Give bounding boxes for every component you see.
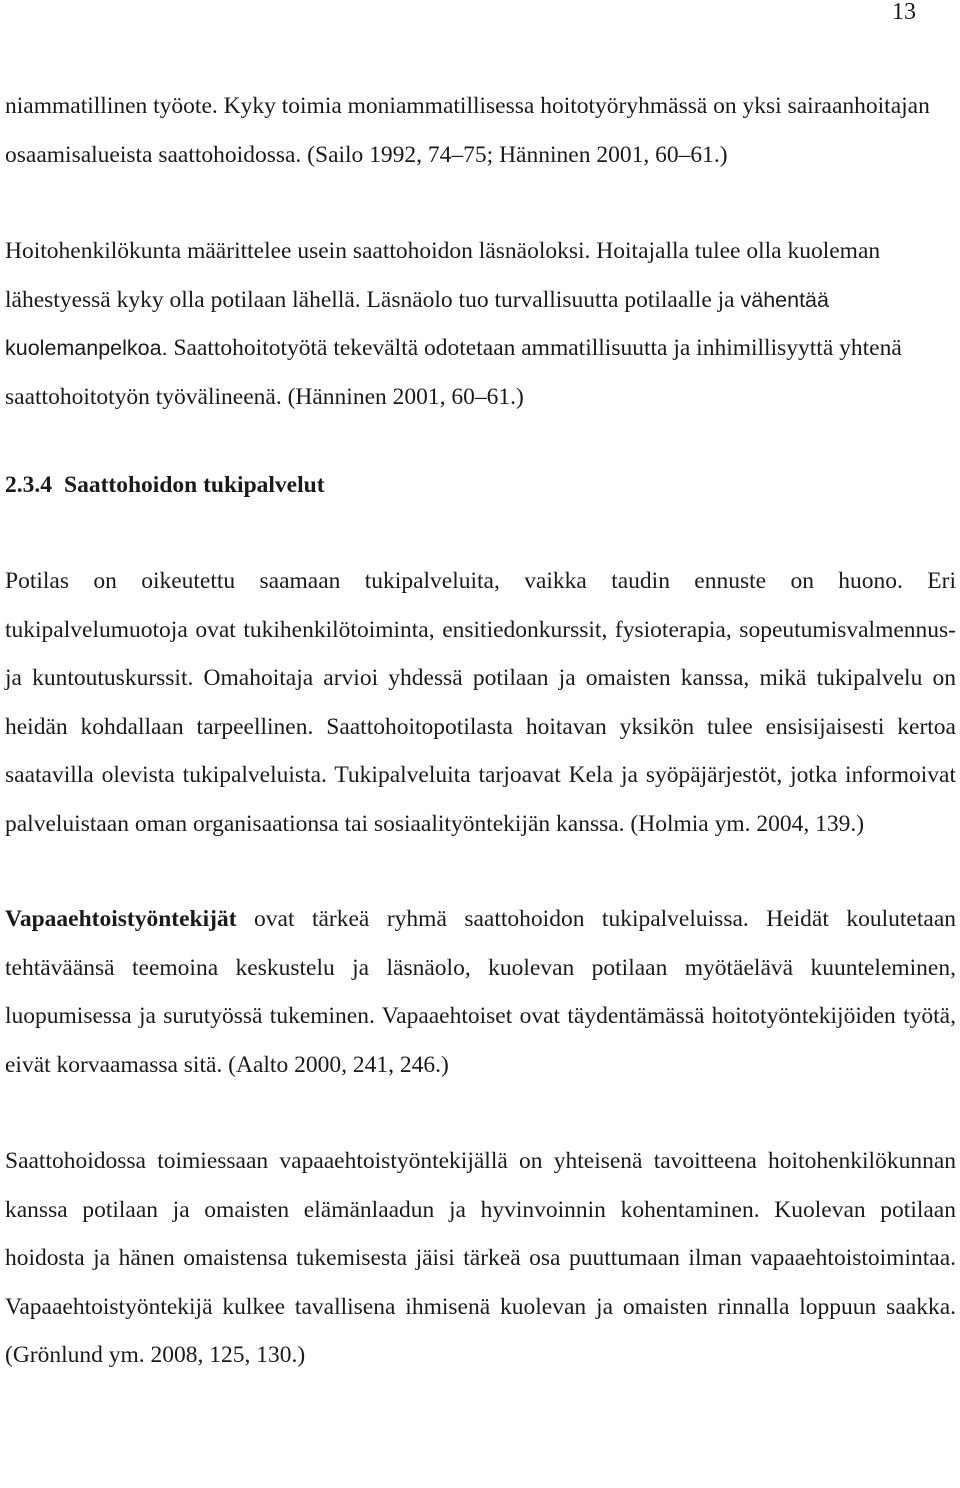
- section-number: 2.3.4: [5, 472, 52, 498]
- paragraph-volunteers: [5, 895, 956, 1089]
- document-body: [5, 82, 956, 1380]
- page-number: 13: [892, 0, 916, 25]
- section-heading: [5, 461, 956, 509]
- paragraph-support-services: Potilas on oikeutettu saamaan tukipalveluita, vaikka taudin ennuste on huono. Eri tukipalvelumuotoja ovat tukihenkilötoiminta, ensitiedonkurssit, fysioterapia, sopeutumisvalmennus- ja kuntoutuskurssit. Omahoitaja arvioi yhdessä potilaan ja omaisten kanssa, mikä tukipalvelu on heidän kohdallaan tarpeellinen. Saattohoitopotilasta hoitavan yksikön tulee ensisijaisesti kertoa saatavilla olevista tukipalveluista. Tukipalveluita tarjoavat Kela ja syöpäjärjestöt, jotka informoivat palveluistaan oman organisaationsa tai sosiaalityöntekijän kanssa. (Holmia ym. 2004, 139.): [5, 568, 956, 837]
- paragraph-presence-text: Hoitohenkilökunta määrittelee usein saattohoidon läsnäoloksi. Hoitajalla tulee olla kuoleman lähestyessä kyky olla potilaan lähellä. Läsnäolo tuo turvallisuutta potilaalle ja: [5, 238, 881, 313]
- volunteers-term: Vapaaehtoistyöntekijät: [5, 906, 237, 932]
- paragraph-presence: [5, 227, 956, 421]
- paragraph-presence-text-2: Saattohoitotyötä tekevältä odotetaan ammatillisuutta ja inhimillisyyttä yhtenä saattohoitotyön työvälineenä. (Hänninen 2001, 60–61.): [5, 335, 902, 410]
- paragraph-presence-sans-text: vähentää kuolemanpelkoa.: [5, 287, 829, 360]
- paragraph-continuation: niammatillinen työote. Kyky toimia moniammatillisessa hoitotyöryhmässä on yksi sairaanhoitajan osaamisalueista saattohoidossa. (Sailo 1992, 74–75; Hänninen 2001, 60–61.): [5, 93, 930, 168]
- paragraph-volunteer-goals: Saattohoidossa toimiessaan vapaaehtoistyöntekijällä on yhteisenä tavoitteena hoitohenkilökunnan kanssa potilaan ja omaisten elämänlaadun ja hyvinvoinnin kohentaminen. Kuolevan potilaan hoidosta ja hänen omaistensa tukemisesta jäisi tärkeä osa puuttumaan ilman vapaaehtoistoimintaa. Vapaaehtoistyöntekijä kulkee tavallisena ihmisenä kuolevan ja omaisten rinnalla loppuun saakka. (Grönlund ym. 2008, 125, 130.): [5, 1148, 956, 1368]
- volunteers-text: ovat tärkeä ryhmä saattohoidon tukipalveluissa. Heidät koulutetaan tehtäväänsä teemoina keskustelu ja läsnäolo, kuolevan potilaan myötäelävä kuunteleminen, luopumisessa ja surutyössä tukeminen. Vapaaehtoiset ovat täydentämässä hoitotyöntekijöiden työtä, eivät korvaamassa sitä. (Aalto 2000, 241, 246.): [5, 906, 956, 1078]
- section-title: Saattohoidon tukipalvelut: [64, 472, 325, 498]
